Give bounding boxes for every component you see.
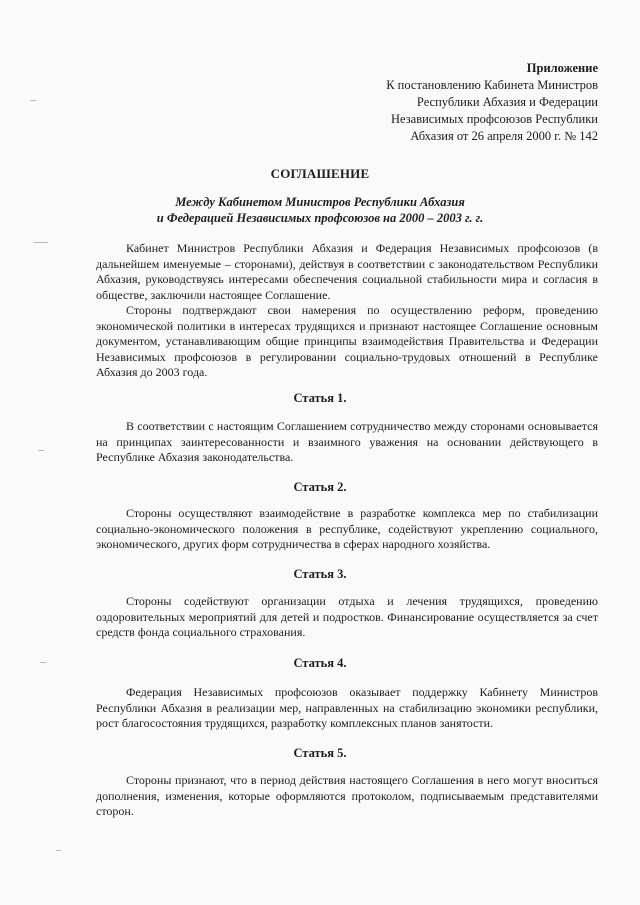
article-title: Статья 5. — [293, 746, 347, 760]
article-title: Статья 4. — [293, 656, 347, 670]
article-title: Статья 3. — [293, 567, 347, 581]
article-title: Статья 2. — [293, 480, 347, 494]
article-title: Статья 1. — [293, 391, 347, 405]
appendix-line: Независимых профсоюзов Республики — [390, 112, 598, 126]
appendix-line: Республики Абхазия и Федерации — [416, 95, 598, 109]
article-text: Федерация Независимых профсоюзов оказывает поддержку Кабинету Министров Республики Абхазия в реализации мер, направленных на стабилизацию экономики республики, рост благосостояния трудящихся, разработку комплексных планов занятости. — [96, 685, 598, 731]
article-text: Стороны осуществляют взаимодействие в разработке комплекса мер по стабилизации социально-экономического положения в республике, содействуют укреплению социального, экономического, других форм сотрудничества в сферах народного хозяйства. — [96, 506, 598, 552]
article-text: Стороны признают, что в период действия настоящего Соглашения в него могут вноситься дополнения, изменения, которые оформляются протоколом, подписываемым представителями сторон. — [96, 773, 598, 819]
document-title: СОГЛАШЕНИЕ — [270, 166, 370, 181]
scan-mark — [56, 850, 61, 851]
article-text: В соответствии с настоящим Соглашением сотрудничество между сторонами основывается на принципах заинтересованности и взаимного уважения на основании действующего в Республике Абхазия законодательства. — [96, 419, 598, 465]
preamble-paragraph: Стороны подтверждают свои намерения по осуществлению реформ, проведению экономической политики в интересах трудящихся и признают настоящее Соглашение основным документом, устанавливающим общие принципы взаимодействия Правительства и Федерации Независимых профсоюзов в регулировании социально-трудовых отношений в Республике Абхазия до 2003 года. — [96, 303, 598, 380]
subtitle-line: и Федерацией Независимых профсоюзов на 2000 – 2003 г. г. — [156, 211, 484, 225]
appendix-title: Приложение — [526, 61, 598, 75]
subtitle-line: Между Кабинетом Министров Республики Абхазия — [175, 195, 465, 209]
scan-mark — [34, 242, 48, 243]
preamble-paragraph: Кабинет Министров Республики Абхазия и Федерация Независимых профсоюзов (в дальнейшем именуемые – сторонами), действуя в соответствии с законодательством Республики Абхазия, руководствуясь интересами обеспечения социальной стабильности мира и согласия в обществе, заключили настоящее Соглашение. — [96, 241, 598, 302]
appendix-header — [318, 60, 598, 145]
scan-mark — [38, 450, 44, 451]
appendix-line: Абхазия от 26 апреля 2000 г. № 142 — [410, 129, 598, 143]
article-text: Стороны содействуют организации отдыха и лечения трудящихся, проведению оздоровительных мероприятий для детей и подростков. Финансирование осуществляется за счет средств фонда социального страхования. — [96, 594, 598, 640]
document-subtitle — [0, 194, 640, 226]
scan-mark — [30, 100, 36, 101]
appendix-line: К постановлению Кабинета Министров — [386, 78, 598, 92]
